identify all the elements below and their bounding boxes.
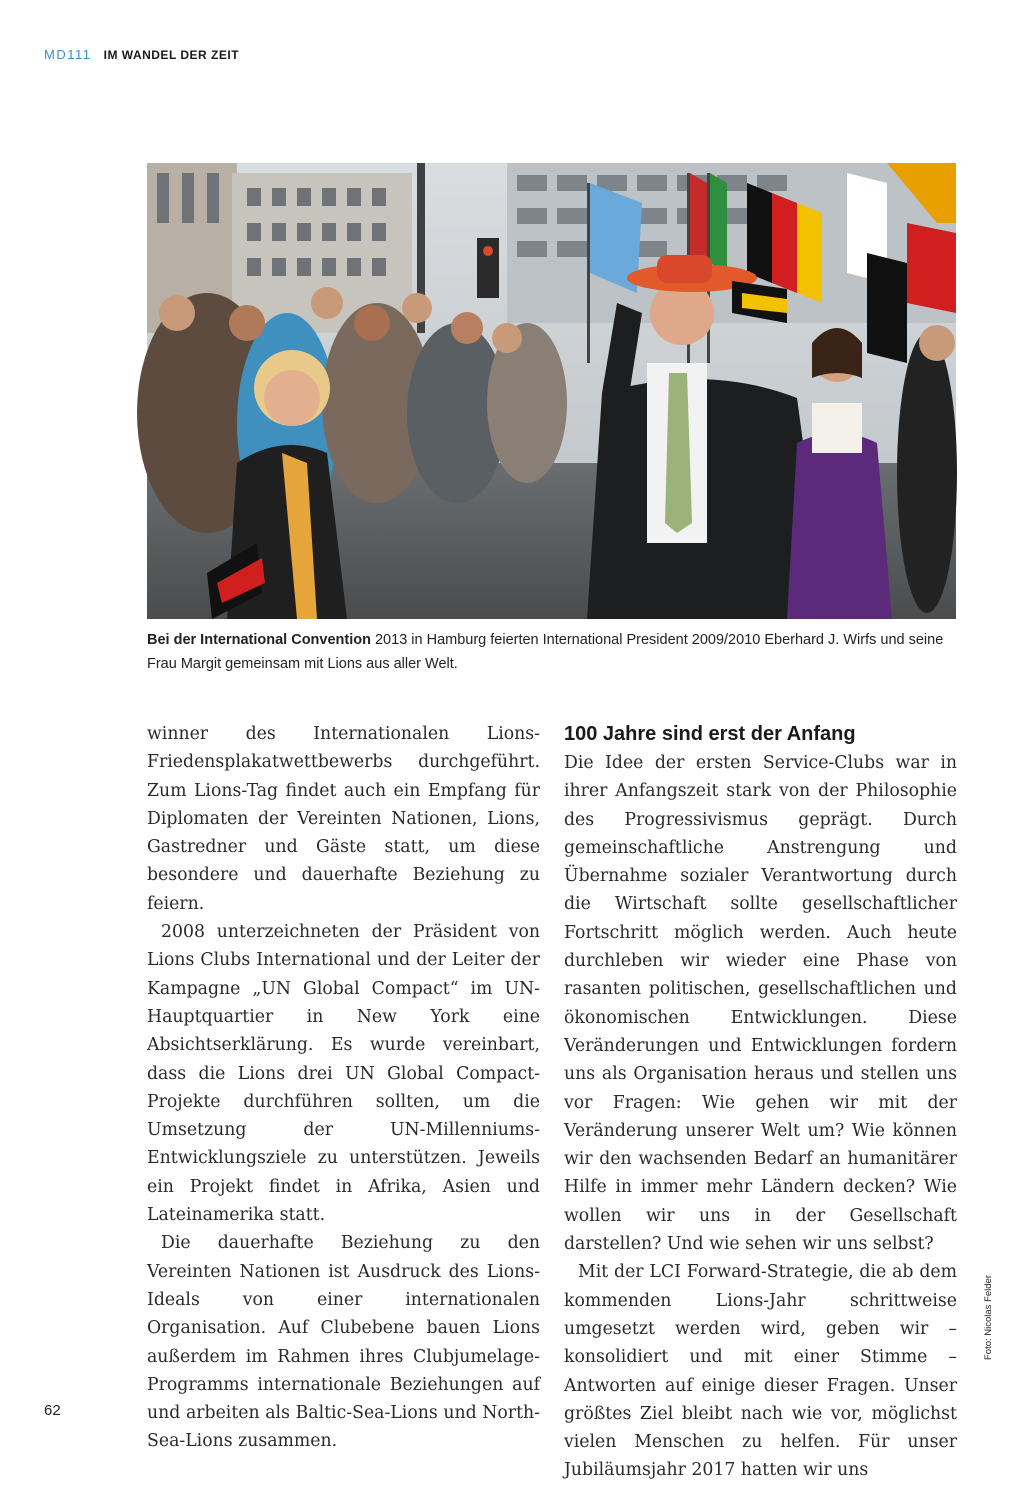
right-paragraph-1: Die Idee der ersten Service-Clubs war in ihrer Anfangszeit stark von der Philosophie des Progressivismus geprägt. Durch gemeinschaftliche Anstrengung und Übernahme sozialer Verantwortung durch die Wirtschaft sollte gesellschaftlicher Fortschritt möglich werden. Auch heute durchleben wir wieder eine Phase von rasanten politischen, gesellschaftlichen und ökonomischen Entwicklungen. Diese Veränderungen und Entwicklungen fordern uns als Organisation heraus und stellen uns vor Fragen: Wie gehen wir mit der Veränderung unserer Welt um? Wie können wir den wachsenden Bedarf an humanitärer Hilfe in immer mehr Ländern decken? Wie wollen wir uns in der Gesellschaft darstellen? Und wie sehen wir uns selbst?: [564, 753, 957, 1255]
caption-text: 2013 in Hamburg feierten International President 2009/2010 Eberhard J. Wirfs und seine Frau Margit gemeinsam mit Lions aus aller Welt.: [147, 632, 944, 672]
left-column: [147, 720, 540, 1456]
caption-bold: Bei der International Convention: [147, 632, 371, 648]
section-title: IM WANDEL DER ZEIT: [103, 48, 240, 62]
photo-credit: Foto: Nicolas Felder: [983, 1274, 994, 1360]
left-paragraph-2: 2008 unterzeichneten der Präsident von Lions Clubs International und der Leiter der Kampagne „UN Global Compact“ im UN-Hauptquartier in New York eine Absichtserklärung. Es wurde vereinbart, dass die Lions drei UN Global Compact-Projekte durchführen sollten, um die Umsetzung der UN-Millenniums-Entwicklungsziele zu unterstützen. Jeweils ein Projekt findet in Afrika, Asien und Lateinamerika statt.: [147, 922, 540, 1226]
right-column: [564, 720, 957, 1485]
section-code: MD111: [44, 47, 92, 62]
convention-photo: [147, 163, 956, 619]
right-paragraph-2: Mit der LCI Forward-Strategie, die ab dem kommenden Lions-Jahr schrittweise umgesetzt werden wird, geben wir – konsolidiert und mit einer Stimme – Antworten auf einige dieser Fragen. Unser größtes Ziel bleibt nach wie vor, möglichst vielen Menschen zu helfen. Für unser Jubiläumsjahr 2017 hatten wir uns: [564, 1262, 957, 1481]
running-header: [44, 47, 239, 62]
photo-icon: [147, 163, 956, 619]
left-paragraph-1: winner des Internationalen Lions-Friedensplakatwettbewerbs durchgeführt. Zum Lions-Tag findet auch ein Empfang für Diplomaten der Vereinten Nationen, Lions, Gastredner und Gäste statt, um diese besondere und dauerhafte Beziehung zu feiern.: [147, 724, 540, 914]
section-heading: 100 Jahre sind erst der Anfang: [564, 723, 856, 745]
photo-caption: [147, 628, 959, 676]
left-paragraph-3: Die dauerhafte Beziehung zu den Vereinten Nationen ist Ausdruck des Lions-Ideals von einer internationalen Organisation. Auf Clubebene bauen Lions außerdem im Rahmen ihres Clubjumelage-Programms internationale Beziehungen auf und arbeiten als Baltic-Sea-Lions und North-Sea-Lions zusammen.: [147, 1233, 540, 1452]
page-number: 62: [44, 1402, 61, 1419]
